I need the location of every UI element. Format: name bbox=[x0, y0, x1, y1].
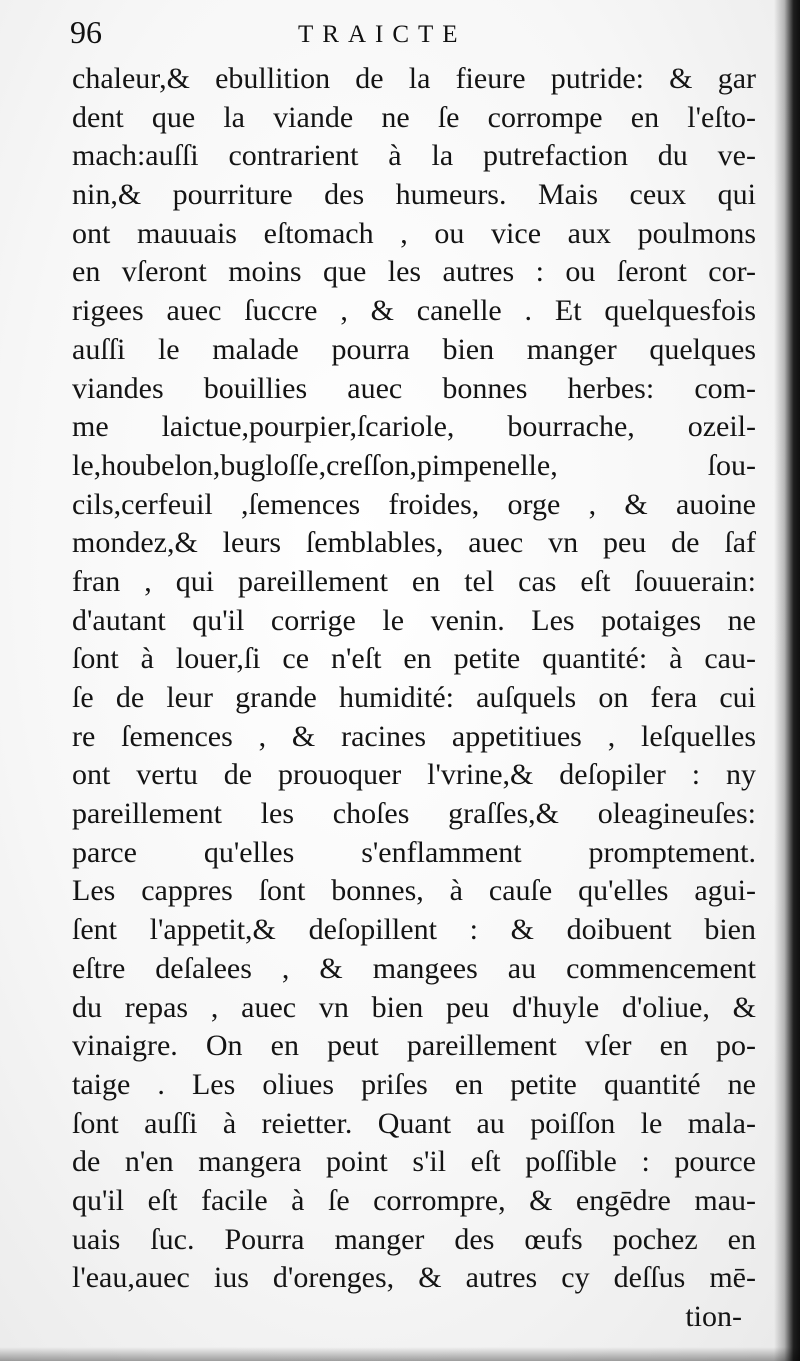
text-line: ſent l'appetit,& deſopillent : & doibuent bien bbox=[72, 913, 756, 947]
text-line: mach:auſſi contrarient à la putrefaction du ve- bbox=[72, 139, 756, 173]
text-line: l'eau,auec ius d'orenges, & autres cy deſſus mē- bbox=[72, 1261, 756, 1295]
text-line: eſtre deſalees , & mangees au commencement bbox=[72, 951, 756, 985]
text-line: parce qu'elles s'enflamment promptement. bbox=[72, 835, 756, 869]
text-line: le,houbelon,bugloſſe,creſſon,pimpenelle, ſou- bbox=[72, 448, 756, 482]
text-line: fran , qui pareillement en tel cas eſt ſouuerain: bbox=[72, 564, 756, 598]
page-number: 96 bbox=[70, 14, 102, 50]
text-line: rigees auec ſuccre , & canelle . Et quelquesfois bbox=[72, 294, 756, 328]
page-bottom-shadow bbox=[0, 1347, 800, 1361]
book-gutter-shadow bbox=[774, 0, 800, 1361]
page-header bbox=[70, 12, 760, 56]
text-line: Les cappres ſont bonnes, à cauſe qu'elles agui- bbox=[72, 874, 756, 908]
text-line: me laictue,pourpier,ſcariole, bourrache, ozeil- bbox=[72, 410, 756, 444]
text-line: uais ſuc. Pourra manger des œufs pochez en bbox=[72, 1222, 756, 1256]
text-line: d'autant qu'il corrige le venin. Les potaiges ne bbox=[72, 603, 756, 637]
text-line: ſe de leur grande humidité: auſquels on fera cui bbox=[72, 681, 756, 714]
text-body bbox=[72, 60, 756, 1337]
text-line: qu'il eſt facile à ſe corrompre, & engēdre mau- bbox=[72, 1183, 756, 1217]
text-line: ſont auſſi à reietter. Quant au poiſſon le mala- bbox=[72, 1106, 756, 1140]
text-line: pareillement les choſes graſſes,& oleagineuſes: bbox=[72, 797, 756, 831]
text-line: ſont à louer,ſi ce n'eſt en petite quantité: à cau- bbox=[72, 642, 756, 676]
catchword: tion- bbox=[685, 1300, 742, 1333]
text-line: chaleur,& ebullition de la fieure putride: & gar bbox=[72, 62, 756, 95]
text-line: vinaigre. On en peut pareillement vſer en po- bbox=[72, 1029, 756, 1063]
text-line: en vſeront moins que les autres : ou ſeront cor- bbox=[72, 255, 756, 289]
text-line: taige . Les oliues priſes en petite quantité ne bbox=[72, 1067, 756, 1101]
text-line: viandes bouillies auec bonnes herbes: com- bbox=[72, 371, 756, 405]
text-line: dent que la viande ne ſe corrompe en l'eſto- bbox=[72, 100, 756, 134]
text-line: cils,cerfeuil ,ſemences froides, orge , & auoine bbox=[72, 487, 756, 521]
text-line: de n'en mangera point s'il eſt poſſible : pource bbox=[72, 1145, 756, 1179]
text-line: auſſi le malade pourra bien manger quelques bbox=[72, 332, 756, 366]
text-line: nin,& pourriture des humeurs. Mais ceux qui bbox=[72, 178, 756, 212]
running-head: TRAICTE bbox=[298, 21, 467, 48]
text-line: mondez,& leurs ſemblables, auec vn peu de ſaf bbox=[72, 526, 756, 560]
text-line: du repas , auec vn bien peu d'huyle d'oliue, & bbox=[72, 990, 756, 1024]
text-line: ont mauuais eſtomach , ou vice aux poulmons bbox=[72, 216, 756, 250]
text-line: ont vertu de prouoquer l'vrine,& deſopiler : ny bbox=[72, 758, 756, 792]
text-line: re ſemences , & racines appetitiues , leſquelles bbox=[72, 719, 756, 753]
